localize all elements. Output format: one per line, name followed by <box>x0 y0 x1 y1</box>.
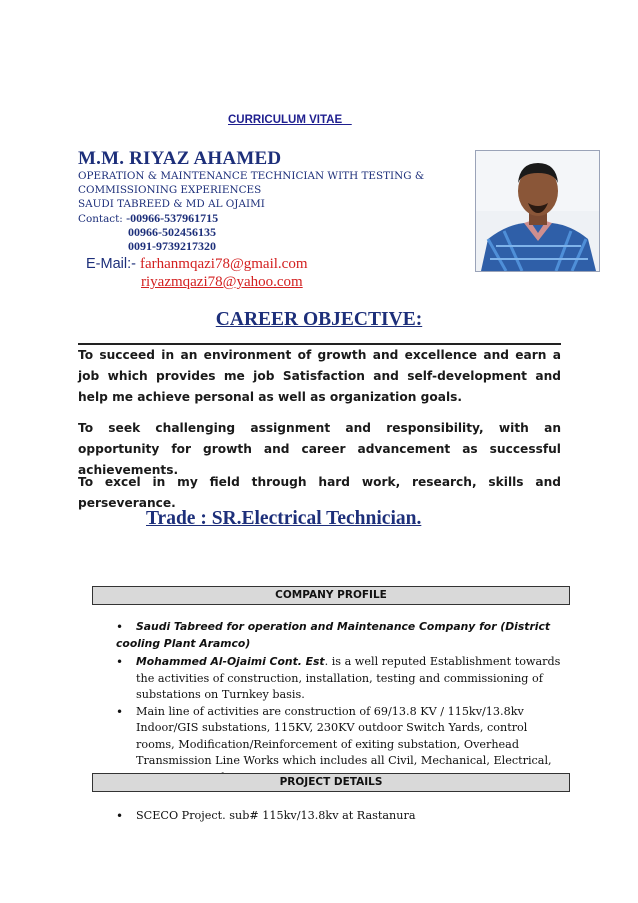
career-objective-heading: CAREER OBJECTIVE: <box>215 309 423 330</box>
tabreed-text-line2: cooling Plant Aramco) <box>116 636 251 650</box>
list-item <box>116 808 566 825</box>
phone-2: 00966-502456135 <box>128 225 216 239</box>
phone-1: -00966-537961715 <box>126 211 219 225</box>
bullet-icon: • <box>116 704 124 719</box>
company-profile-list <box>116 619 566 786</box>
tabreed-text-line1: Saudi Tabreed for operation and Maintenance Company for (District <box>136 620 551 633</box>
objective-paragraph-3: To excel in my field through hard work, research, skills and perseverance. <box>78 475 561 510</box>
objective-paragraph-1: To succeed in an environment of growth and excellence and earn a job which provides me job Satisfaction and self-development and help me achieve personal as well as organization goals. <box>78 348 561 404</box>
email-row <box>86 256 308 273</box>
list-item <box>116 619 566 636</box>
job-title-line1: OPERATION & MAINTENANCE TECHNICIAN WITH TESTING & <box>78 170 425 182</box>
bullet-icon: • <box>116 655 124 669</box>
contact-label: Contact: <box>78 213 127 225</box>
bullet-icon: • <box>116 620 124 634</box>
email-1: farhanmqazi78@gmail.com <box>139 256 308 272</box>
candidate-name: M.M. RIYAZ AHAMED <box>78 148 282 169</box>
project-details-heading: PROJECT DETAILS <box>92 773 570 792</box>
email-2: riyazmqazi78@yahoo.com <box>141 274 303 290</box>
ojaimi-description: . is a well reputed Establishment towards the activities of construction, installation, testing and commissioning of substations on Turnkey basis. <box>136 655 561 701</box>
project-item: SCECO Project. sub# 115kv/13.8kv at Rastanura <box>136 809 416 822</box>
employer-line: SAUDI TABREED & MD AL OJAIMI <box>78 198 265 210</box>
project-list <box>116 808 566 825</box>
phone-3: 0091-9739217320 <box>128 239 216 253</box>
trade-title: Trade : SR.Electrical Technician. <box>146 508 422 529</box>
activities-description: Main line of activities are construction of 69/13.8 KV / 115kv/13.8kv Indoor/GIS substations, 115KV, 230KV outdoor Switch Yards, control rooms, Modification/Reinforcement of exiting substation, Overhead Transmission Line Works which includes all Civil, Mechanical, Electrical, <box>136 704 552 767</box>
profile-photo <box>475 150 600 272</box>
contact-row <box>78 211 218 226</box>
portrait-image <box>476 151 599 271</box>
email-label: E-Mail:- <box>86 256 140 272</box>
objective-paragraph-2: To seek challenging assignment and responsibility, with an opportunity for growth and career advancement as successful achievements. <box>78 421 561 477</box>
company-profile-heading: COMPANY PROFILE <box>92 586 570 605</box>
list-item <box>116 654 566 704</box>
ojaimi-name: Mohammed Al-Ojaimi Cont. Est <box>136 655 325 668</box>
job-title-line2: COMMISSIONING EXPERIENCES <box>78 184 262 196</box>
cv-title: CURRICULUM VITAE <box>228 114 352 126</box>
bullet-icon: • <box>116 809 124 823</box>
